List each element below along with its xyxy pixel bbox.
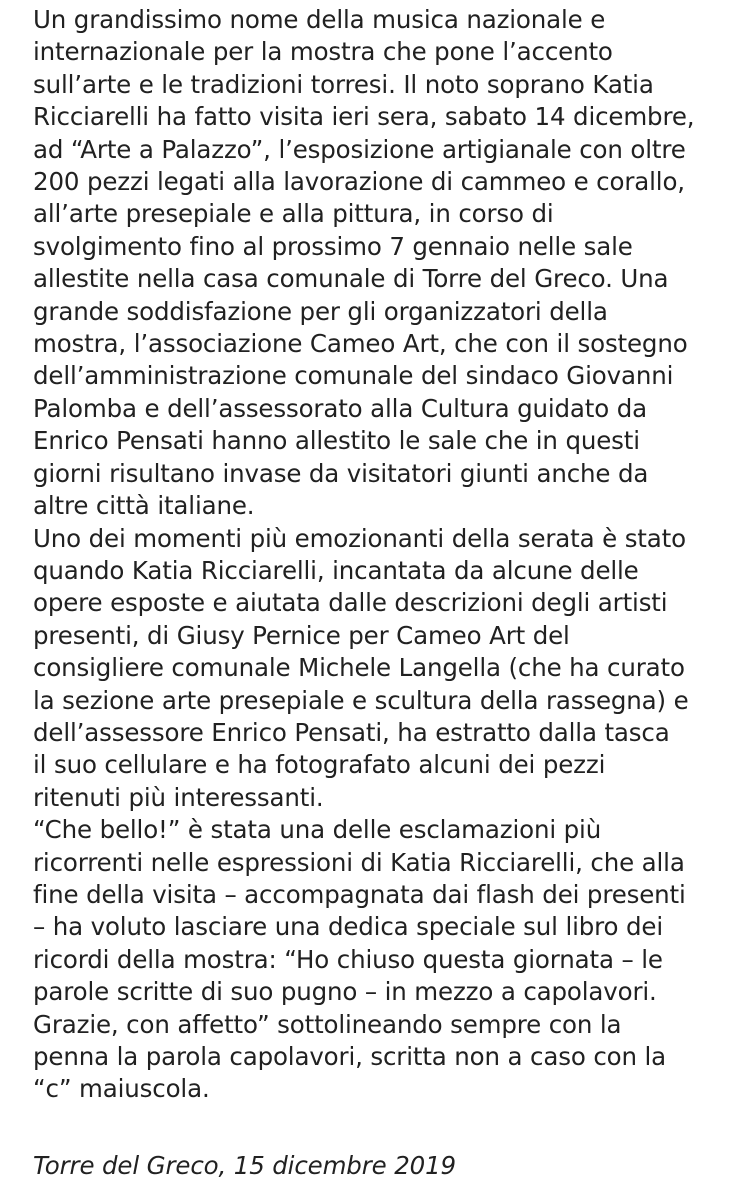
text-line: ricorrenti nelle espressioni di Katia Ricciarelli, che alla [33, 847, 685, 877]
text-line: dell’assessore Enrico Pensati, ha estratto dalla tasca [33, 717, 670, 747]
text-line: presenti, di Giusy Pernice per Cameo Art del [33, 620, 570, 650]
text-line: ad “Arte a Palazzo”, l’esposizione artigianale con oltre [33, 134, 686, 164]
text-line: opere esposte e aiutata dalle descrizioni degli artisti [33, 588, 668, 618]
paragraph-3 [33, 814, 713, 1106]
text-line: Uno dei momenti più emozionanti della serata è stato [33, 523, 686, 553]
text-line: Palomba e dell’assessorato alla Cultura guidato da [33, 393, 647, 423]
text-line: quando Katia Ricciarelli, incantata da alcune delle [33, 555, 639, 585]
text-line: Enrico Pensati hanno allestito le sale che in questi [33, 426, 640, 456]
text-line: mostra, l’associazione Cameo Art, che con il sostegno [33, 329, 688, 359]
paragraph-1 [33, 4, 713, 523]
text-line: ritenuti più interessanti. [33, 782, 324, 812]
text-line: “Che bello!” è stata una delle esclamazioni più [33, 815, 602, 845]
text-line: penna la parola capolavori, scritta non a caso con la [33, 1042, 667, 1071]
dateline: Torre del Greco, 15 dicembre 2019 [33, 1151, 456, 1180]
text-line: Grazie, con affetto” sottolineando sempre con la [33, 1009, 622, 1039]
text-line: ricordi della mostra: “Ho chiuso questa giornata – le [33, 944, 663, 974]
text-line: internazionale per la mostra che pone l’accento [33, 37, 613, 67]
text-line: fine della visita – accompagnata dai flash dei presenti [33, 879, 686, 909]
text-line: Un grandissimo nome della musica nazionale e [33, 5, 606, 34]
text-line: – ha voluto lasciare una dedica speciale sul libro dei [33, 912, 664, 942]
text-line: “c” maiuscola. [33, 1074, 210, 1104]
text-line: la sezione arte presepiale e scultura della rassegna) e [33, 685, 689, 715]
text-line: sull’arte e le tradizioni torresi. Il noto soprano Katia [33, 69, 654, 99]
text-line: Ricciarelli ha fatto visita ieri sera, sabato 14 dicembre, [33, 102, 695, 132]
text-line: altre città italiane. [33, 491, 255, 521]
text-line: giorni risultano invase da visitatori giunti anche da [33, 458, 649, 488]
paragraph-2 [33, 523, 713, 815]
text-line: consigliere comunale Michele Langella (che ha curato [33, 653, 685, 683]
text-line: dell’amministrazione comunale del sindaco Giovanni [33, 361, 674, 391]
text-line: all’arte presepiale e alla pittura, in corso di [33, 199, 554, 229]
text-line: svolgimento fino al prossimo 7 gennaio nelle sale [33, 231, 633, 261]
article-body [33, 4, 713, 1106]
text-line: grande soddisfazione per gli organizzatori della [33, 296, 608, 326]
text-line: parole scritte di suo pugno – in mezzo a capolavori. [33, 977, 657, 1007]
text-line: il suo cellulare e ha fotografato alcuni dei pezzi [33, 750, 606, 780]
text-line: allestite nella casa comunale di Torre del Greco. Una [33, 264, 669, 294]
text-line: 200 pezzi legati alla lavorazione di cammeo e corallo, [33, 167, 685, 197]
